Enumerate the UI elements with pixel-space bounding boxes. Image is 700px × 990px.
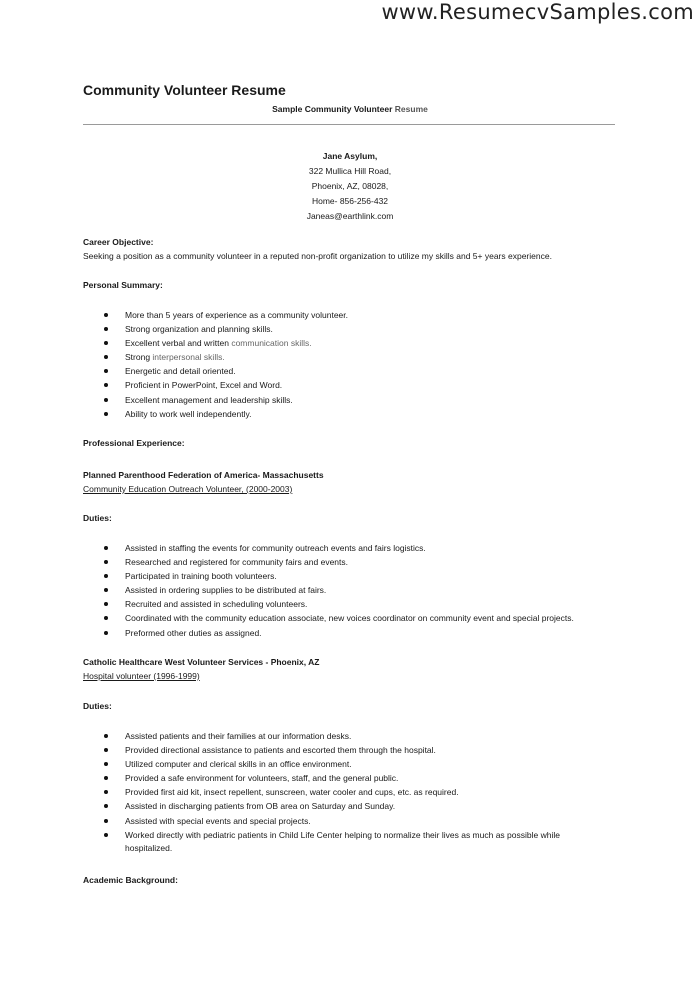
contact-phone: Home- 856-256-432: [311, 196, 389, 206]
list-item: Assisted in staffing the events for community outreach events and fairs logistics.: [0, 541, 574, 555]
list-item: Worked directly with pediatric patients in Child Life Center helping to normalize their lives as much as possible while: [0, 828, 560, 842]
job-1-role: Community Education Outreach Volunteer, (2000-2003): [83, 484, 293, 494]
list-item: Provided directional assistance to patients and escorted them through the hospital.: [0, 743, 560, 757]
contact-name: Jane Asylum,: [322, 151, 378, 161]
list-item: Assisted with special events and special projects.: [0, 814, 560, 828]
subtitle-accent: Resume: [394, 104, 428, 114]
header-divider: [83, 124, 615, 125]
list-item-text: Strong: [125, 352, 151, 363]
list-item: Strong organization and planning skills.: [0, 322, 348, 336]
academic-background-heading: Academic Background:: [83, 875, 178, 885]
career-objective-heading: Career Objective:: [83, 237, 154, 247]
personal-summary-list: [0, 308, 348, 421]
contact-email[interactable]: Janeas@earthlink.com: [306, 211, 394, 221]
site-url[interactable]: www.ResumecvSamples.com: [381, 0, 694, 24]
job-2-duties-heading: Duties:: [83, 701, 112, 711]
list-item: Excellent management and leadership skills.: [0, 393, 348, 407]
communication-skills-link[interactable]: communication skills.: [231, 338, 312, 349]
contact-address-line1: 322 Mullica Hill Road,: [308, 166, 392, 176]
list-item: Provided a safe environment for volunteers, staff, and the general public.: [0, 771, 560, 785]
list-item: Energetic and detail oriented.: [0, 364, 348, 378]
job-2-employer: Catholic Healthcare West Volunteer Services - Phoenix, AZ: [83, 657, 320, 667]
list-item: [0, 350, 348, 364]
list-item: Utilized computer and clerical skills in an office environment.: [0, 757, 560, 771]
list-item: Recruited and assisted in scheduling volunteers.: [0, 597, 574, 611]
list-item: Proficient in PowerPoint, Excel and Word.: [0, 378, 348, 392]
job-2-role: Hospital volunteer (1996-1999): [83, 671, 200, 681]
professional-experience-heading: Professional Experience:: [83, 438, 185, 448]
list-item: Assisted in ordering supplies to be distributed at fairs.: [0, 583, 574, 597]
job-1-duties-list: [0, 541, 574, 640]
list-item: Participated in training booth volunteers.: [0, 569, 574, 583]
document-subtitle: [0, 104, 700, 114]
list-item: Ability to work well independently.: [0, 407, 348, 421]
contact-block: [0, 149, 700, 224]
job-2-duty-continuation: hospitalized.: [125, 843, 173, 853]
list-item: Researched and registered for community fairs and events.: [0, 555, 574, 569]
list-item: Assisted in discharging patients from OB area on Saturday and Sunday.: [0, 799, 560, 813]
list-item: Coordinated with the community education associate, new voices coordinator on community event and special projects.: [0, 611, 574, 625]
list-item: [0, 336, 348, 350]
personal-summary-heading: Personal Summary:: [83, 280, 163, 290]
interpersonal-skills-link[interactable]: interpersonal skills.: [152, 352, 225, 363]
contact-address-line2: Phoenix, AZ, 08028,: [311, 181, 389, 191]
job-1-duties-heading: Duties:: [83, 513, 112, 523]
career-objective-text: Seeking a position as a community volunteer in a reputed non-profit organization to utilize my skills and 5+ years experience.: [83, 251, 552, 261]
list-item: Provided first aid kit, insect repellent, sunscreen, water cooler and cups, etc. as required.: [0, 785, 560, 799]
subtitle-main: Sample Community Volunteer: [272, 104, 393, 114]
list-item: Preformed other duties as assigned.: [0, 626, 574, 640]
list-item: More than 5 years of experience as a community volunteer.: [0, 308, 348, 322]
list-item-text: Excellent verbal and written: [125, 338, 229, 349]
job-2-duties-list: [0, 729, 560, 842]
list-item: Assisted patients and their families at our information desks.: [0, 729, 560, 743]
job-1-employer: Planned Parenthood Federation of America- Massachusetts: [83, 470, 324, 480]
document-title: Community Volunteer Resume: [83, 82, 286, 98]
